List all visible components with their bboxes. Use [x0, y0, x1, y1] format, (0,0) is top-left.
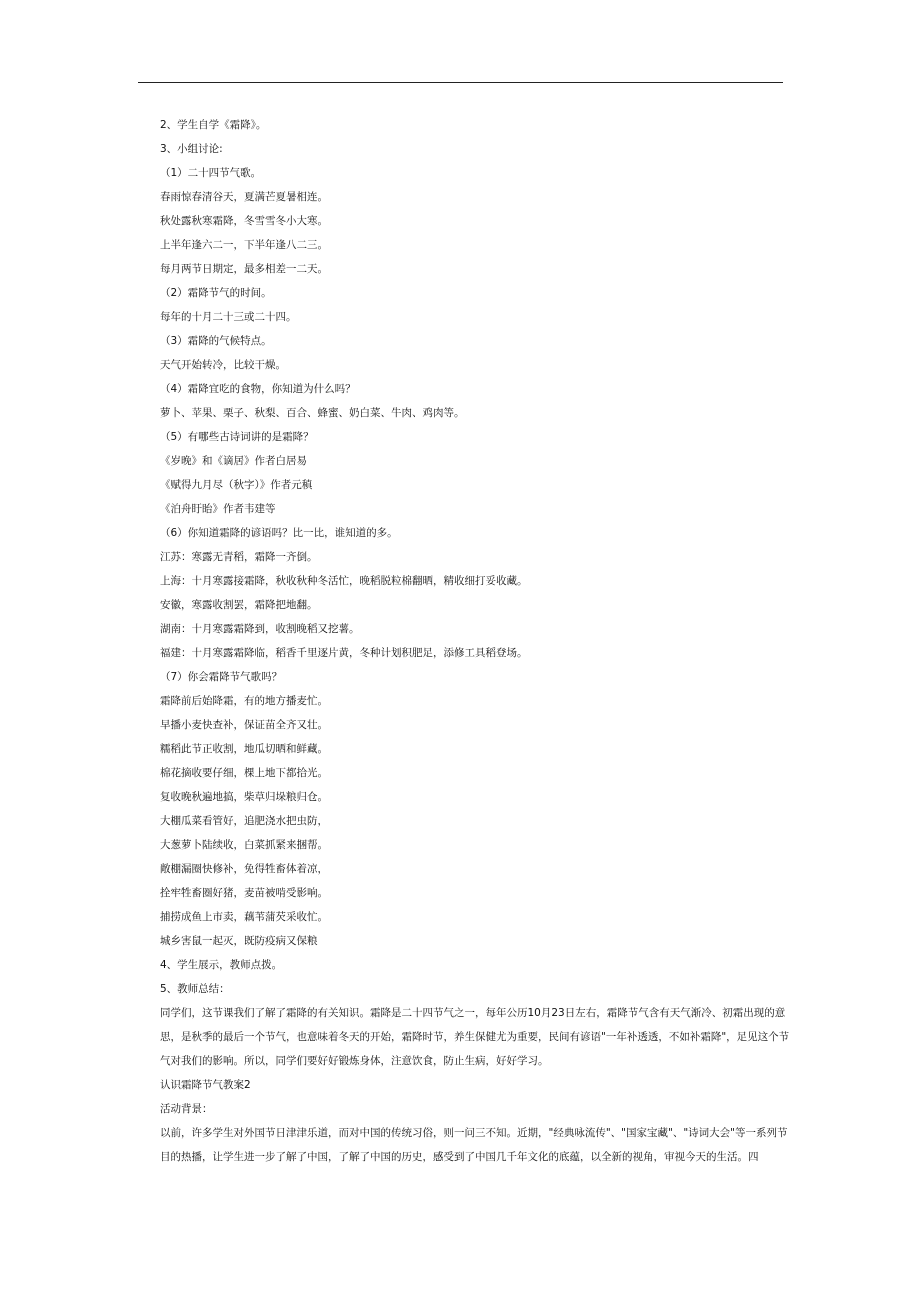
- text-line: 上海：十月寒露接霜降，秋收秋种冬活忙，晚稻脱粒棉翻晒，精收细打妥收藏。: [160, 575, 528, 587]
- text-line: 早播小麦快查补，保证苗全齐又壮。: [160, 719, 328, 731]
- text-line: 萝卜、苹果、栗子、秋梨、百合、蜂蜜、奶白菜、牛肉、鸡肉等。: [160, 407, 465, 419]
- text-line: 大棚瓜菜看管好，追肥浇水把虫防，: [160, 815, 328, 827]
- activity-background-label: 活动背景：: [160, 1103, 213, 1115]
- text-line: （3）霜降的气候特点。: [160, 335, 272, 347]
- text-line: 江苏：寒露无青稻，霜降一齐倒。: [160, 551, 318, 563]
- text-line: 捕捞成鱼上市卖，藕苇蒲芡采收忙。: [160, 911, 328, 923]
- text-line: 《赋得九月尽（秋字）》作者元稹: [160, 479, 313, 491]
- header-divider: [138, 82, 783, 83]
- text-line: （1）二十四节气歌。: [160, 167, 262, 179]
- text-line: 大葱萝卜陆续收，白菜抓紧来捆帮。: [160, 839, 328, 851]
- text-line: 城乡害鼠一起灭，既防疫病又保粮: [160, 935, 318, 947]
- text-line: 天气开始转冷，比较干燥。: [160, 359, 286, 371]
- text-line: （2）霜降节气的时间。: [160, 287, 272, 299]
- text-line: （5）有哪些古诗词讲的是霜降？: [160, 431, 314, 443]
- text-line: （7）你会霜降节气歌吗？: [160, 671, 283, 683]
- text-line: 安徽，寒露收割罢，霜降把地翻。: [160, 599, 318, 611]
- text-line: 拴牢牲畜圈好猪，麦苗被啃受影响。: [160, 887, 328, 899]
- document-body: [160, 113, 790, 1169]
- text-line: 棉花摘收要仔细，棵上地下都拾光。: [160, 767, 328, 779]
- text-line: 3、小组讨论:: [160, 143, 223, 155]
- text-line: 上半年逢六二一，下半年逢八二三。: [160, 239, 328, 251]
- text-line: 霜降前后始降霜，有的地方播麦忙。: [160, 695, 328, 707]
- text-line: 《泊舟盱眙》作者韦建等: [160, 503, 276, 515]
- text-line: 福建：十月寒露霜降临，稻香千里逐片黄，冬种计划积肥足，添修工具稻登场。: [160, 647, 528, 659]
- text-line: 秋处露秋寒霜降，冬雪雪冬小大寒。: [160, 215, 328, 227]
- text-line: 糯稻此节正收割，地瓜切晒和鲜藏。: [160, 743, 328, 755]
- text-line: 《岁晚》和《谪居》作者白居易: [160, 455, 307, 467]
- text-line: 每月两节日期定，最多相差一二天。: [160, 263, 328, 275]
- summary-paragraph: 同学们，这节课我们了解了霜降的有关知识。霜降是二十四节气之一，每年公历10月23日左右，霜降节气含有天气渐冷、初霜出现的意思，是秋季的最后一个节气，也意味着冬天的开始，霜降时节，养生保健尤为重要，民间有谚语"一年补透透，不如补霜降"，足见这个节气对我们的影响。所以，同学们要好好锻炼身体，注意饮食，防止生病，好好学习。: [160, 1007, 790, 1067]
- text-line: 湖南：十月寒露霜降到，收割晚稻又挖薯。: [160, 623, 360, 635]
- text-line: 复收晚秋遍地搞，柴草归垛粮归仓。: [160, 791, 328, 803]
- text-line: 5、教师总结：: [160, 983, 230, 995]
- section-title: 认识霜降节气教案2: [160, 1079, 251, 1091]
- text-line: 春雨惊春清谷天，夏满芒夏暑相连。: [160, 191, 328, 203]
- text-line: （6）你知道霜降的谚语吗？比一比，谁知道的多。: [160, 527, 398, 539]
- text-line: 敞棚漏圈快修补，免得牲畜体着凉，: [160, 863, 328, 875]
- background-paragraph: 以前，许多学生对外国节日津津乐道，而对中国的传统习俗，则一问三不知。近期，"经典咏流传"、"国家宝藏"、"诗词大会"等一系列节目的热播，让学生进一步了解了中国，了解了中国的历史，感受到了中国几千年文化的底蕴，以全新的视角，审视今天的生活。四: [160, 1127, 788, 1163]
- text-line: （4）霜降宜吃的食物，你知道为什么吗？: [160, 383, 356, 395]
- text-line: 4、学生展示，教师点拨。: [160, 959, 283, 971]
- text-line: 2、学生自学《霜降》。: [160, 119, 267, 131]
- text-line: 每年的十月二十三或二十四。: [160, 311, 297, 323]
